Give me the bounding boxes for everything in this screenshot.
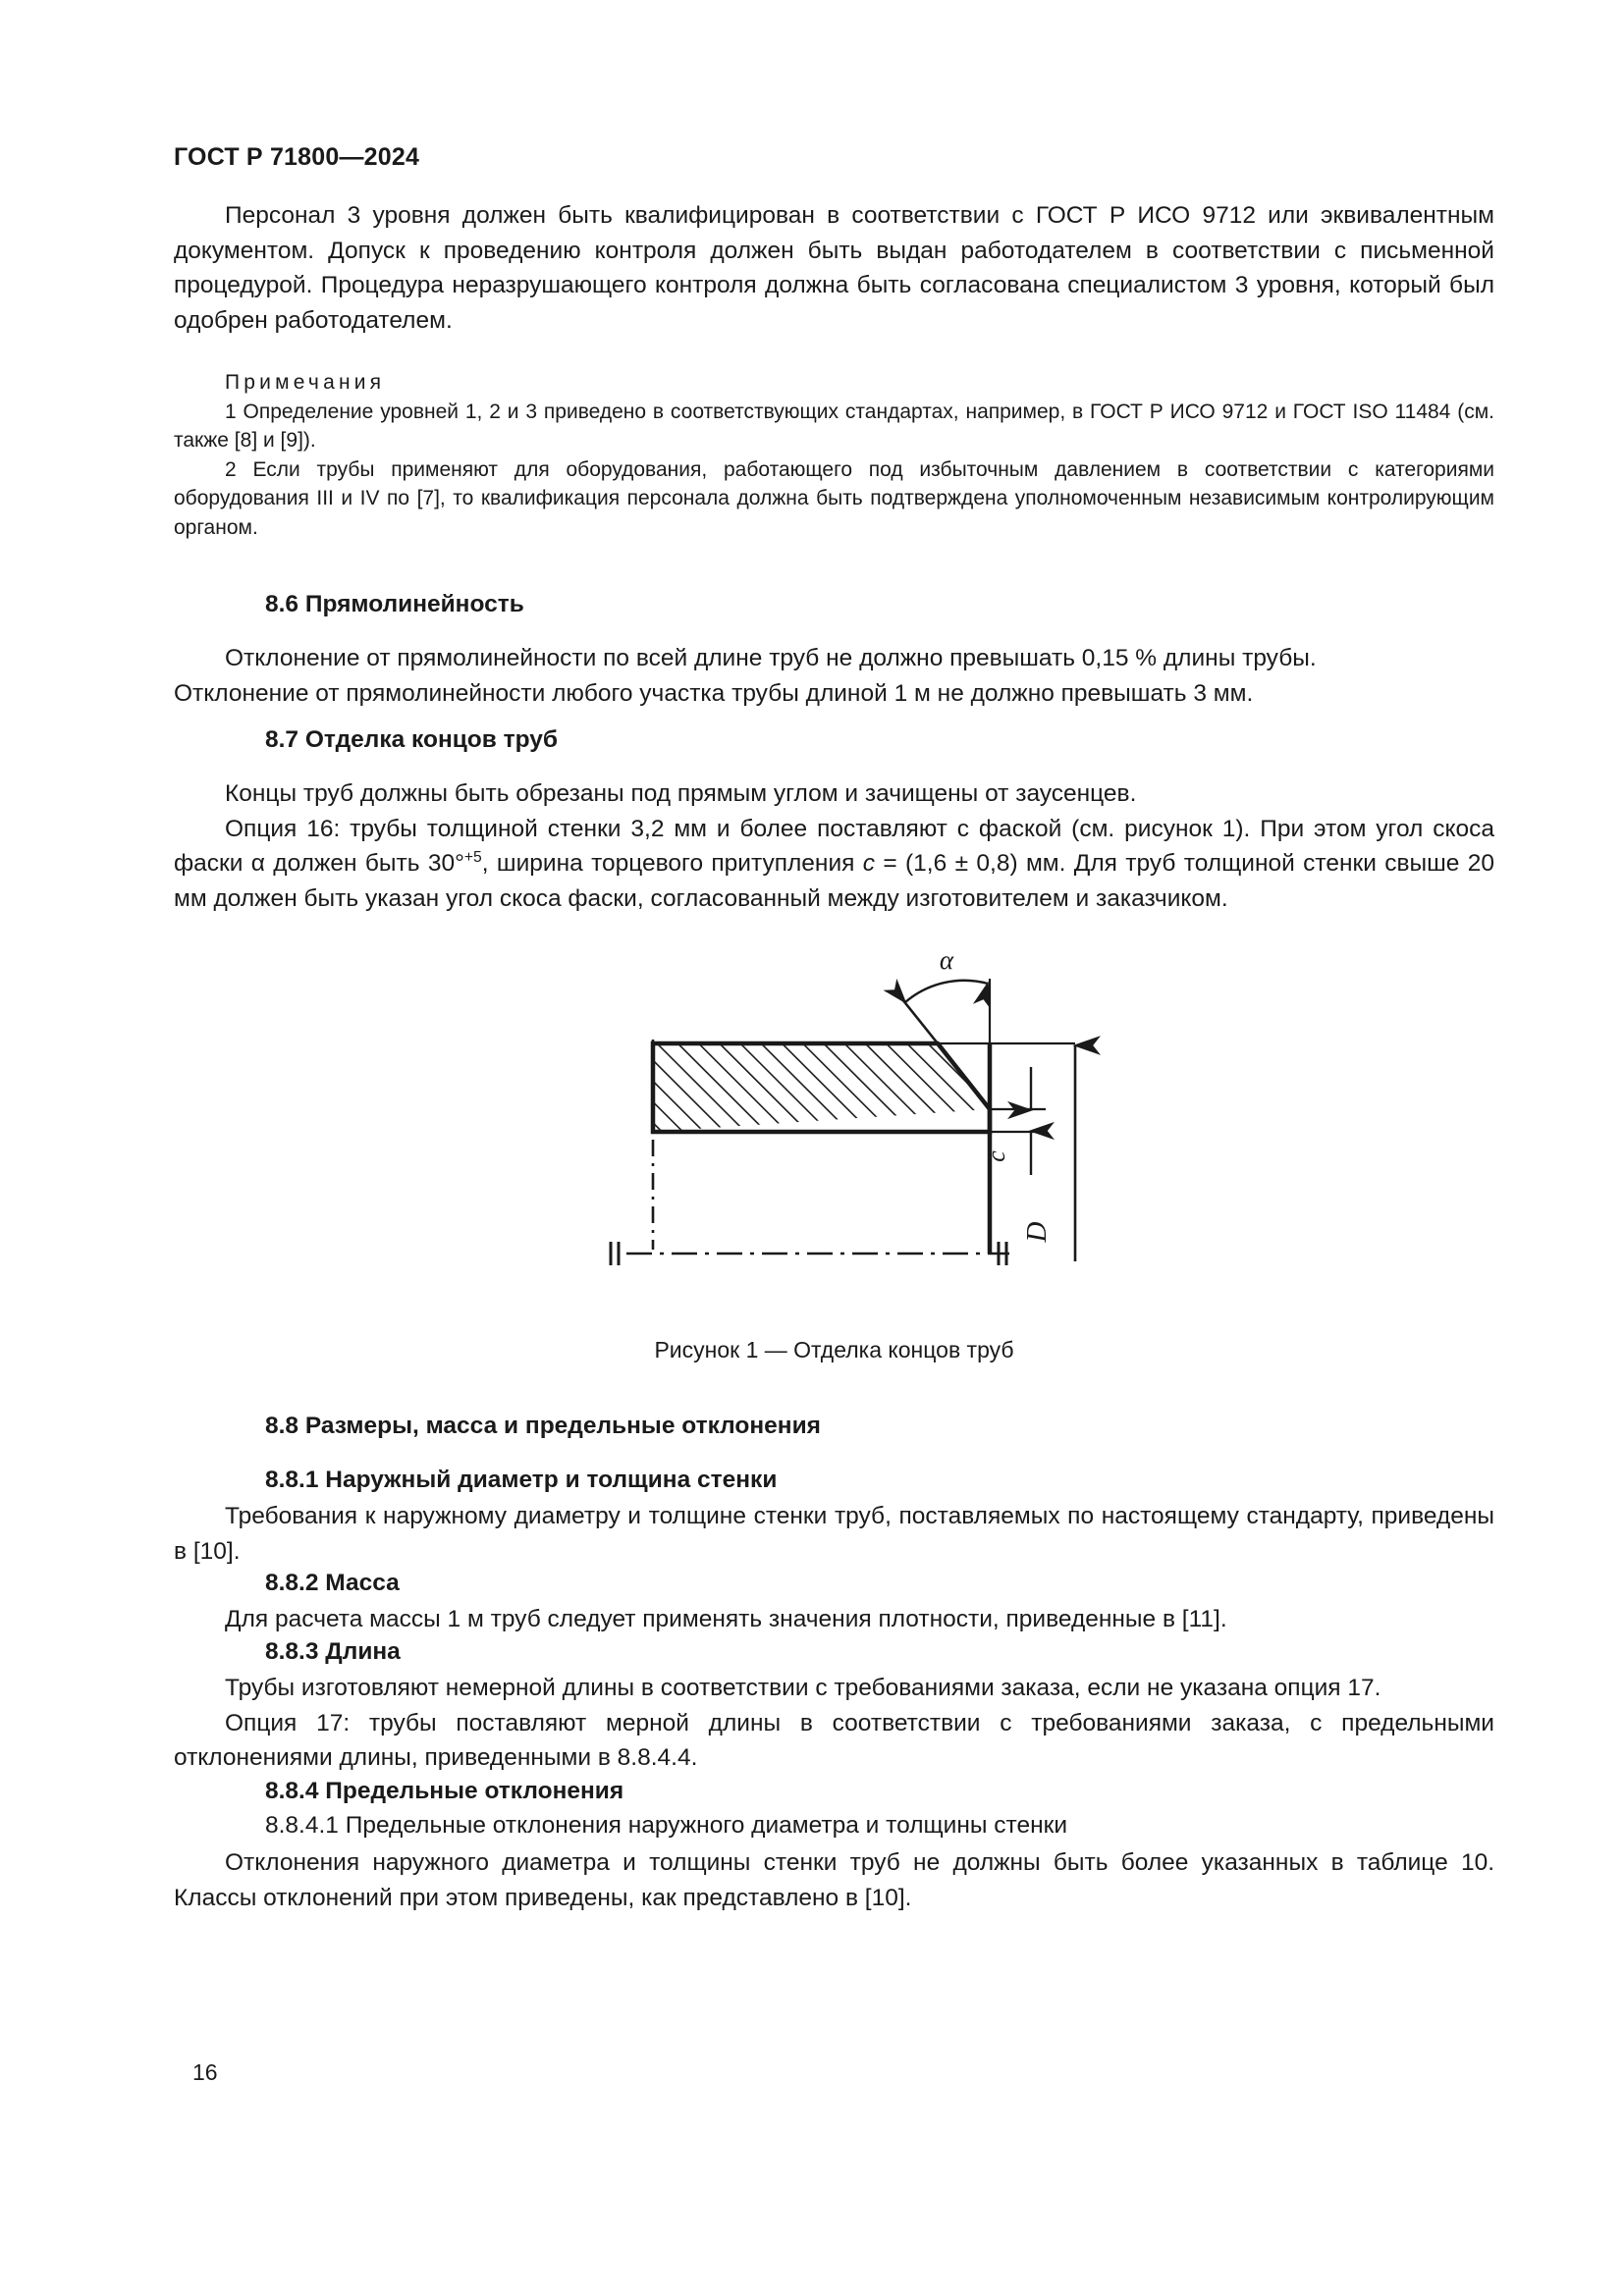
heading-8-8-4-1-diameter-thickness-deviations: 8.8.4.1 Предельные отклонения наружного диаметра и толщины стенки — [265, 1812, 1068, 1839]
angle-label-alpha: α — [939, 945, 954, 975]
section-8-8-4-body — [174, 1845, 1494, 1915]
note-item-1: 1 Определение уровней 1, 2 и 3 приведено в соответствующих стандартах, например, в ГОСТ Р ИСО 9712 и ГОСТ ISO 11484 (см. также [8] и [9]). — [174, 400, 1494, 452]
bevel-angle-tolerance-superscript: +5 — [463, 848, 482, 866]
paragraph-8-8-2: Для расчета массы 1 м труб следует применять значения плотности, приведенные в [11]. — [225, 1606, 1227, 1632]
notes-title: Примечания — [225, 371, 386, 394]
diameter-label-D: D — [1021, 1221, 1053, 1243]
paragraph-8-7-2 — [174, 812, 1494, 917]
paragraph-8-8-3-2: Опция 17: трубы поставляют мерной длины в соответствии с требованиями заказа, с предельными отклонениями длины, приведенными в 8.8.4.4. — [174, 1709, 1494, 1771]
heading-8-8-3-length: 8.8.3 Длина — [265, 1638, 401, 1665]
paragraph-8-7-2-part1: Опция 16: трубы толщиной стенки 3,2 мм и более поставляют с фаской (см. рисунок 1). При этом угол скоса фаски α должен быть 30° — [174, 815, 1494, 877]
section-8-8-1-body — [174, 1499, 1494, 1569]
notes-block — [174, 368, 1494, 542]
paragraph-8-8-1: Требования к наружному диаметру и толщине стенки труб, поставляемых по настоящему стандарту, приведены в [10]. — [174, 1503, 1494, 1565]
heading-8-8-2-mass: 8.8.2 Масса — [265, 1570, 400, 1596]
section-8-6-body — [174, 641, 1494, 711]
intro-paragraph-block — [174, 198, 1494, 338]
paragraph-8-8-3-1: Трубы изготовляют немерной длины в соответствии с требованиями заказа, если не указана опция 17. — [225, 1675, 1381, 1701]
figure-1-pipe-end-finishing — [550, 937, 1139, 1291]
section-8-7-body — [174, 776, 1494, 916]
paragraph-8-6-2: Отклонение от прямолинейности любого участка трубы длиной 1 м не должно превышать 3 мм. — [174, 679, 1254, 707]
land-label-c: c — [982, 1150, 1010, 1162]
figure-1-drawing — [550, 937, 1139, 1291]
centerline-end-tick-left — [611, 1242, 619, 1265]
paragraph-8-7-2-part2: , ширина торцевого притупления — [481, 850, 863, 877]
heading-8-8-4-limit-deviations: 8.8.4 Предельные отклонения — [265, 1778, 624, 1804]
heading-8-8-1-outer-diameter-wall-thickness: 8.8.1 Наружный диаметр и толщина стенки — [265, 1467, 778, 1493]
heading-8-8-dimensions-mass-tolerances: 8.8 Размеры, масса и предельные отклонения — [265, 1413, 821, 1439]
paragraph-8-8-4-1: Отклонения наружного диаметра и толщины стенки труб не должны быть более указанных в таблице 10. Классы отклонений при этом приведены, как представлено в [10]. — [174, 1849, 1494, 1911]
paragraph-8-7-1: Концы труб должны быть обрезаны под прямым углом и зачищены от заусенцев. — [225, 780, 1137, 807]
symbol-c-italic: c — [862, 850, 876, 877]
paragraph-8-6-1: Отклонение от прямолинейности по всей длине труб не должно превышать 0,15 % длины трубы. — [225, 645, 1317, 671]
wall-hatch-fill — [653, 1043, 990, 1132]
angle-dimension-arc — [905, 981, 988, 1002]
outer-diameter-dimension — [1021, 1045, 1075, 1261]
paragraph-8-7-2-part3: = (1,6 ± 0,8) мм. Для труб толщиной стенки свыше 20 мм должен быть указан угол скоса фаски, согласованный между изготовителем и заказчиком. — [174, 850, 1494, 912]
bevel-face-extension-line — [898, 994, 938, 1043]
document-header-standard-number: ГОСТ Р 71800—2024 — [174, 143, 420, 171]
heading-8-6-straightness: 8.6 Прямолинейность — [265, 591, 524, 617]
note-item-2: 2 Если трубы применяют для оборудования, работающего под избыточным давлением в соответствии с категориями оборудования III и IV по [7], то квалификация персонала должна быть подтверждена уполномоченным независимым контролирующим органом. — [174, 457, 1494, 539]
page-number: 16 — [192, 2059, 218, 2085]
intro-paragraph: Персонал 3 уровня должен быть квалифицирован в соответствии с ГОСТ Р ИСО 9712 или эквивалентным документом. Допуск к проведению контроля должен быть выдан работодателем в соответствии с письменной процедурой. Процедура неразрушающего контроля должна быть согласована специалистом 3 уровня, который был одобрен работодателем. — [174, 202, 1494, 334]
pipe-wall-section — [653, 1043, 990, 1132]
heading-8-7-pipe-end-finishing: 8.7 Отделка концов труб — [265, 726, 559, 753]
section-8-8-2-body — [174, 1602, 1494, 1637]
figure-1-caption: Рисунок 1 — Отделка концов труб — [654, 1337, 1014, 1362]
section-8-8-3-body — [174, 1671, 1494, 1776]
